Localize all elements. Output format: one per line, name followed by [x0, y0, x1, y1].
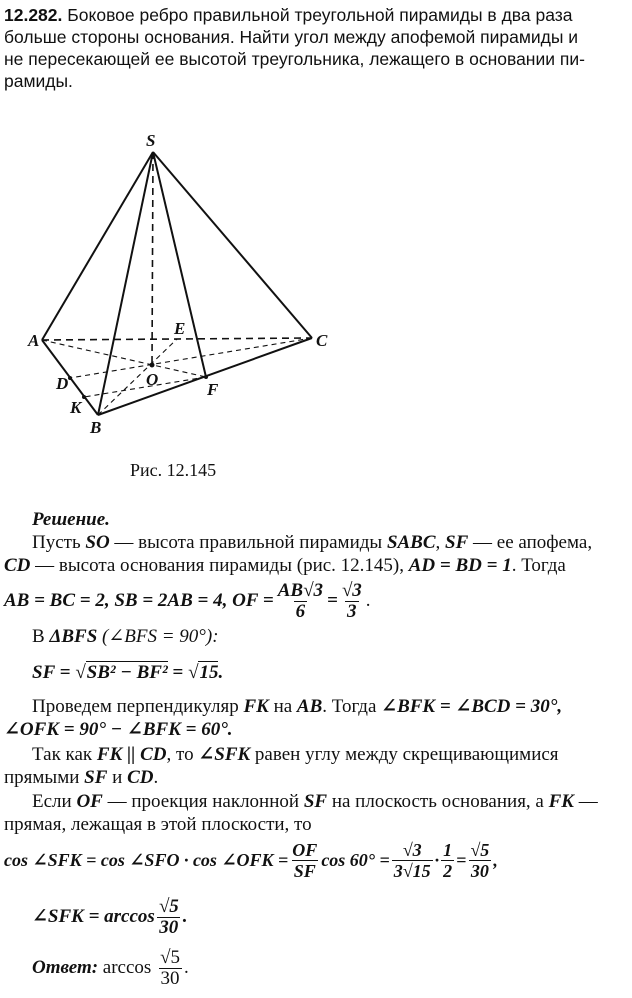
fraction: [276, 581, 325, 622]
radicand: 15: [199, 662, 219, 683]
text: Так как: [32, 744, 97, 765]
point-D: [68, 376, 72, 380]
text: на плоскость основания, а: [327, 791, 549, 812]
numerator: 1: [443, 839, 453, 860]
text: . Тогда: [511, 555, 566, 576]
label-C: C: [316, 331, 328, 350]
segment-so: SO: [85, 532, 110, 553]
denominator: 30: [470, 860, 489, 881]
label-B: B: [90, 418, 102, 437]
triangle-name: ΔBFS: [49, 626, 98, 647]
label-F: F: [207, 380, 219, 399]
text: —: [573, 791, 598, 812]
numerator: √3: [341, 579, 362, 601]
label-D: D: [56, 374, 69, 393]
height-SO: [152, 152, 153, 365]
solution-line-4: [32, 626, 219, 648]
point-O: [150, 363, 155, 368]
label-O: O: [146, 370, 159, 389]
equation: AD = BD = 1: [408, 555, 512, 576]
edge-SB: [98, 152, 153, 415]
text: прямыми: [4, 767, 85, 788]
solution-heading: Решение.: [32, 509, 110, 530]
solution-line-7: ∠OFK = 90° − ∠BFK = 60°.: [4, 719, 233, 740]
numerator: √5: [160, 946, 181, 968]
period: .: [182, 906, 188, 927]
text: Пусть: [32, 532, 86, 553]
equation: AB = BC = 2, SB = 2AB = 4, OF =: [4, 590, 274, 611]
equals: =: [456, 850, 467, 870]
period: .: [153, 767, 159, 788]
fraction: [290, 840, 319, 881]
equals: =: [327, 590, 338, 611]
equation: SF =: [32, 662, 76, 683]
angle-condition: (∠BFS = 90°):: [97, 626, 219, 647]
label-K: K: [70, 398, 82, 417]
text: — ее апофема,: [468, 532, 593, 553]
fraction: [392, 840, 433, 881]
height-CD: [70, 338, 312, 378]
solution-line-2: [4, 555, 566, 577]
denominator: 2: [443, 860, 453, 881]
text: — проекция наклонной: [102, 791, 304, 812]
problem-number: 12.282.: [4, 5, 63, 25]
numerator: AB√3: [277, 579, 323, 601]
text: , то: [166, 744, 199, 765]
solution-line-11: прямая, лежащая в этой плоскости, то: [4, 814, 312, 835]
segment-cd: CD: [127, 767, 154, 788]
figure-caption: Рис. 12.145: [130, 460, 217, 480]
text: на: [268, 696, 297, 717]
comma: ,: [493, 850, 498, 870]
parallel-statement: FK || CD: [96, 744, 167, 765]
solution-line-6: [32, 696, 562, 718]
text: Проведем перпендикуляр: [32, 696, 244, 717]
denominator: 3√15: [393, 860, 431, 881]
period: .: [365, 590, 371, 611]
denominator: SF: [293, 860, 316, 881]
radicand: SB² − BF²: [86, 662, 168, 683]
equals: =: [167, 662, 188, 683]
pyramid-figure: [0, 120, 632, 450]
numerator: √3: [402, 839, 422, 860]
problem-line-2: больше стороны основания. Найти угол между апофемой пирамиды и: [4, 27, 579, 47]
denominator: 6: [295, 600, 306, 622]
numerator: √5: [470, 839, 490, 860]
multiply: ·: [434, 850, 440, 870]
point-F: [204, 375, 208, 379]
fraction: [340, 581, 364, 622]
arccos: arccos: [98, 957, 157, 978]
period: .: [218, 662, 224, 683]
text: — высота основания пирамиды (рис. 12.145),: [30, 555, 409, 576]
fraction: [441, 840, 454, 881]
label-S: S: [146, 131, 156, 150]
text: равен углу между скрещивающимися: [250, 744, 559, 765]
problem-line-4: рамиды.: [4, 71, 73, 91]
apothem-SF: [153, 152, 206, 377]
label-A: A: [28, 331, 40, 350]
angle-sfk: ∠SFK: [198, 744, 251, 765]
solution-line-10: [32, 791, 598, 813]
problem-line-1: [4, 4, 573, 26]
segment-fk: FK: [243, 696, 269, 717]
fraction: [468, 840, 491, 881]
problem-text-1: Боковое ребро правильной треугольной пирамиды в два раза: [67, 5, 573, 25]
text: — высота правильной пирамиды: [109, 532, 387, 553]
label-E: E: [174, 319, 186, 338]
text: Если: [32, 791, 77, 812]
equation: cos ∠SFK = cos ∠SFO · cos ∠OFK =: [4, 850, 289, 870]
problem-line-3: не пересекающей ее высотой треугольника, лежащего в основании пи-: [4, 49, 585, 69]
median-BE: [98, 339, 177, 415]
denominator: 30: [160, 967, 180, 989]
pyramid-name: SABC: [386, 532, 436, 553]
equation: ∠SFK = arccos: [32, 906, 155, 927]
fraction: [158, 948, 182, 989]
cos-60: cos 60° =: [321, 850, 390, 870]
text: ,: [435, 532, 446, 553]
point-K: [82, 395, 86, 399]
text: . Тогда: [322, 696, 382, 717]
solution-line-5: SF = √SB² − BF² = √15.: [32, 662, 224, 683]
segment-sf: SF: [303, 791, 328, 812]
solution-line-12: [4, 836, 498, 884]
segment-sf: SF: [84, 767, 108, 788]
fraction: [157, 897, 181, 938]
period: .: [184, 957, 189, 978]
text: и: [107, 767, 128, 788]
edge-SA: [42, 152, 153, 340]
segment-sf: SF: [445, 532, 469, 553]
text: В: [32, 626, 50, 647]
answer-line: [32, 945, 189, 991]
segment-ab: AB: [296, 696, 323, 717]
segment-fk: FK: [548, 791, 574, 812]
numerator: √5: [158, 895, 179, 917]
numerator: OF: [292, 839, 318, 860]
segment-cd: CD: [4, 555, 31, 576]
solution-line-9: [4, 767, 158, 789]
answer-label: Ответ:: [32, 957, 99, 978]
solution-line-1: [32, 532, 592, 554]
solution-line-3: [4, 578, 371, 624]
segment-of: OF: [76, 791, 103, 812]
solution-line-8: [32, 744, 559, 766]
edge-SC: [153, 152, 312, 338]
solution-line-13: [32, 894, 188, 940]
denominator: 3: [347, 600, 357, 622]
equation: ∠BFK = ∠BCD = 30°,: [381, 696, 563, 717]
denominator: 30: [159, 916, 179, 938]
